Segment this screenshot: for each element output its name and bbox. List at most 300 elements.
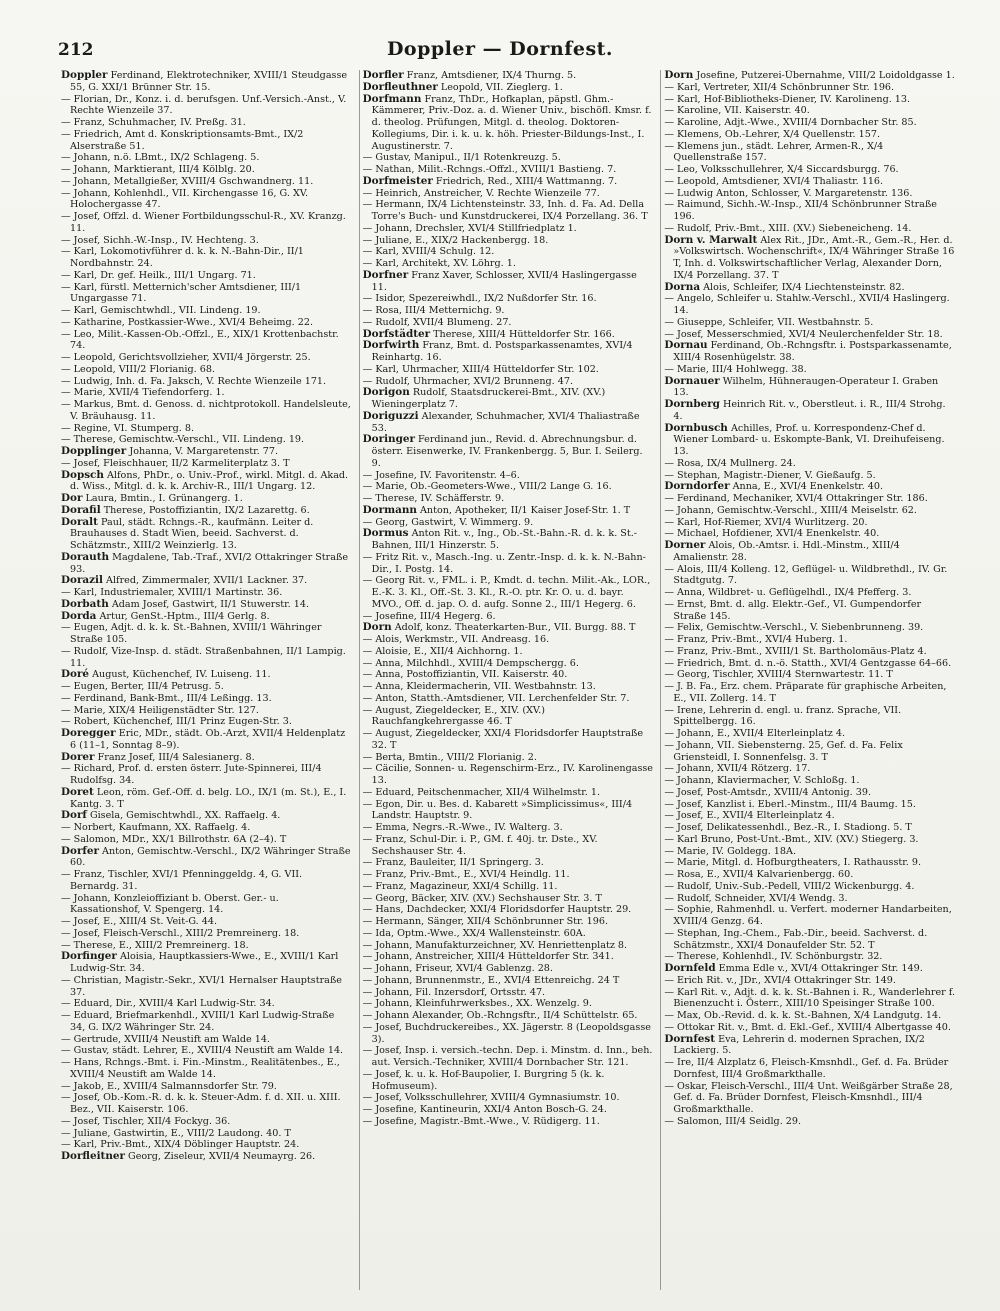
- directory-entry: [664, 129, 955, 141]
- entry-details: — Leopold, VIII/2 Florianig. 68.: [61, 363, 215, 375]
- directory-entry: [664, 599, 955, 623]
- entry-details: Leon, röm. Gef.-Off. d. belg. LO., IX/1 (m. St.), E., I. Kantg. 3. T: [70, 786, 347, 810]
- directory-entry: [61, 387, 352, 399]
- directory-entry: [363, 681, 654, 693]
- entry-details: — Johann, Kohlenhdl., VII. Kirchengasse 16, G. XV. Holochergasse 47.: [61, 187, 309, 211]
- directory-entry: [61, 1128, 352, 1140]
- directory-entry: [61, 235, 352, 247]
- directory-entry: [664, 1034, 955, 1058]
- entry-surname: Dorfinger: [61, 950, 117, 963]
- entry-details: — Alois, III/4 Kolleng. 12, Geflügel- u. Wildbrethdl., IV. Gr. Stadtgutg. 7.: [664, 563, 948, 587]
- entry-surname: Dorbath: [61, 597, 109, 610]
- directory-entry: [61, 517, 352, 552]
- directory-entry: [363, 799, 654, 823]
- directory-entry: [61, 575, 352, 587]
- directory-entry: [61, 493, 352, 505]
- entry-details: — Georg Rit. v., FML. i. P., Kmdt. d. techn. Milit.-Ak., LOR., E.-K. 3. Kl., Off.-St. 3. Kl., R.-O. ptr. Kr. O. u. d. bayr. MVO., Off. d. jap. O. d. aufg. Sonne 2., III/1 Hegerg. 6.: [362, 575, 651, 610]
- directory-entry: [61, 446, 352, 458]
- entry-surname: Dorfner: [362, 268, 409, 281]
- entry-details: — Ferdinand, Mechaniker, XVI/4 Ottakringer Str. 186.: [664, 493, 928, 504]
- directory-entry: [61, 423, 352, 435]
- entry-details: — Rosa, III/4 Metternichg. 9.: [362, 305, 505, 316]
- entry-details: — Karl, XVIII/4 Schulg. 12.: [362, 246, 495, 258]
- entry-details: — Johann, XVII/4 Rötzerg. 17.: [664, 763, 811, 775]
- entry-details: — Giuseppe, Schleifer, VII. Westbahnstr. 5.: [664, 316, 874, 328]
- entry-details: — Ida, Optm.-Wwe., XX/4 Wallensteinstr. 60A.: [362, 927, 586, 939]
- entry-details: — Therese, Kohlenhdl., IV. Schönburgstr. 32.: [664, 951, 883, 963]
- directory-entry: [363, 364, 654, 376]
- entry-details: Anton, Apotheker, II/1 Kaiser Josef-Str. 1. T: [420, 504, 631, 516]
- entry-surname: Dorf: [61, 809, 87, 822]
- directory-entry: [363, 305, 654, 317]
- directory-entry: [664, 199, 955, 223]
- entry-surname: Dorna: [664, 280, 701, 293]
- directory-entry: [61, 846, 352, 870]
- directory-entry: [363, 1045, 654, 1069]
- entry-details: — Franz, Magazineur, XXI/4 Schillg. 11.: [362, 880, 558, 892]
- entry-surname: Dorfer: [61, 844, 99, 857]
- directory-entry: [363, 763, 654, 787]
- entry-details: — Georg, Tischler, XVIII/4 Sternwartestr. 11. T: [664, 669, 893, 681]
- directory-entry: [363, 1116, 654, 1128]
- entry-surname: Dornfest: [664, 1032, 716, 1045]
- directory-entry: [664, 376, 955, 400]
- directory-entry: [61, 364, 352, 376]
- entry-details: — Egon, Dir. u. Bes. d. Kabarett »Simplicissimus«, III/4 Landstr. Hauptstr. 9.: [362, 798, 633, 822]
- directory-entry: [363, 411, 654, 435]
- directory-entry: [61, 611, 352, 623]
- directory-entry: [61, 975, 352, 999]
- entry-details: — Raimund, Sichh.-W.-Insp., XII/4 Schönbrunner Straße 196.: [664, 199, 937, 222]
- entry-details: — Friedrich, Amt d. Konskriptionsamts-Bmt., IX/2 Alserstraße 51.: [61, 128, 304, 152]
- entry-details: — Markus, Bmt. d. Genoss. d. nichtprotokoll. Handelsleute, V. Bräuhausg. 11.: [61, 399, 351, 422]
- directory-entry: [363, 434, 654, 469]
- directory-entry: [61, 1045, 352, 1057]
- entry-details: — Cäcilie, Sonnen- u. Regenschirm-Erz., IV. Karolinengasse 13.: [362, 763, 653, 786]
- entry-details: — Karl, Lokomotivführer d. k. k. N.-Bahn-Dir., II/1 Nordbahnstr. 24.: [61, 246, 304, 269]
- entry-details: — Josefine, Magistr.-Bmt.-Wwe., V. Rüdigerg. 11.: [362, 1115, 600, 1127]
- directory-entry: [664, 634, 955, 646]
- directory-entry: [363, 188, 654, 200]
- entry-details: — Heinrich, Anstreicher, V. Rechte Wienzeile 77.: [362, 187, 600, 199]
- entry-details: — Josefine, Kantineurin, XXI/4 Anton Bosch-G. 24.: [362, 1104, 607, 1115]
- entry-details: — Norbert, Kaufmann, XX. Raffaelg. 4.: [61, 822, 251, 833]
- entry-details: Franz Xaver, Schlosser, XVII/4 Haslingergasse 11.: [371, 269, 637, 293]
- directory-entry: [363, 693, 654, 705]
- entry-surname: Doralt: [61, 515, 98, 528]
- entry-details: — Marie, IV. Goldegg. 18A.: [664, 845, 796, 857]
- entry-details: Alfred, Zimmermaler, XVII/1 Lackner. 37.: [106, 575, 308, 587]
- entry-details: — Felix, Gemischtw.-Verschl., V. Siebenbrunneng. 39.: [664, 622, 924, 634]
- entry-details: — Eduard, Dir., XVIII/4 Karl Ludwig-Str. 34.: [61, 998, 275, 1010]
- entry-details: — Josef, Post-Amtsdr., XVIII/4 Antonig. 39.: [664, 786, 872, 798]
- directory-entry: [61, 470, 352, 494]
- entry-details: — Franz, Priv.-Bmt., XVI/4 Huberg. 1.: [664, 634, 848, 645]
- directory-entry: [664, 963, 955, 975]
- entry-details: — Johann, Manufakturzeichner, XV. Henriettenplatz 8.: [362, 939, 628, 951]
- directory-entry: [664, 681, 955, 705]
- entry-details: — Emma, Negrs.-R.-Wwe., IV. Walterg. 3.: [362, 822, 563, 833]
- entry-details: — Eduard, Briefmarkenhdl., XVIII/1 Karl Ludwig-Straße 34, G. IX/2 Währinger Str. 24.: [61, 1010, 335, 1033]
- directory-entry: [664, 188, 955, 200]
- entry-details: Georg, Ziseleur, XVII/4 Neumayrg. 26.: [128, 1151, 316, 1162]
- entry-details: — Marie, XVII/4 Tiefendorferg. 1.: [61, 387, 225, 399]
- directory-entry: [363, 1010, 654, 1022]
- entry-details: — Marie, III/4 Hohlwegg. 38.: [664, 363, 807, 375]
- entry-details: — Anna, Kleidermacherin, VII. Westbahnstr. 13.: [362, 681, 596, 692]
- entry-details: — Johann, Gemischtw.-Verschl., XIII/4 Meiselstr. 62.: [664, 504, 917, 516]
- directory-entry: [61, 1034, 352, 1046]
- entry-details: — Anton, Statth.-Amtsdiener, VII. Lerchenfelder Str. 7.: [362, 692, 630, 704]
- entry-details: — Therese, IV. Schäfferstr. 9.: [362, 493, 505, 504]
- entry-details: — Christian, Magistr.-Sekr., XVI/1 Hernalser Hauptstraße 37.: [61, 974, 342, 998]
- entry-surname: Doringer: [362, 433, 415, 446]
- entry-details: — Franz, Bauleiter, II/1 Springerg. 3.: [362, 857, 544, 869]
- directory-entry: [61, 810, 352, 822]
- entry-details: — Franz, Schuhmacher, IV. Preßg. 31.: [61, 117, 246, 128]
- directory-entry: [61, 834, 352, 846]
- entry-details: — Johann, Brunnenmstr., E., XVI/4 Ettenreichg. 24 T: [362, 974, 620, 986]
- directory-entry: [61, 282, 352, 306]
- running-title: Doppler — Dornfest.: [386, 38, 614, 60]
- directory-entry: [363, 340, 654, 364]
- directory-entry: [61, 305, 352, 317]
- directory-entry: [363, 611, 654, 623]
- page-number: 212: [58, 40, 94, 60]
- entry-details: — Irene, Lehrerin d. engl. u. franz. Sprache, VII. Spittelbergg. 16.: [664, 704, 902, 728]
- entry-details: — Juliane, Gastwirtin, E., VIII/2 Laudong. 40. T: [61, 1127, 291, 1139]
- directory-entry: [664, 1116, 955, 1128]
- entry-surname: Doregger: [61, 727, 116, 739]
- entry-details: — Johann, Friseur, XVI/4 Gablenzg. 28.: [362, 963, 553, 974]
- entry-surname: Dornbusch: [664, 421, 728, 434]
- entry-surname: Doriguzzi: [362, 409, 419, 422]
- directory-entry: [61, 951, 352, 975]
- directory-entry: [61, 246, 352, 270]
- entry-details: Heinrich Rit. v., Oberstleut. i. R., III/4 Strohg. 4.: [673, 399, 946, 422]
- entry-details: — Josef, Buchdruckereibes., XX. Jägerstr. 8 (Leopoldsgasse 3).: [362, 1021, 651, 1045]
- entry-details: — Karl, Priv.-Bmt., XIX/4 Döblinger Hauptstr. 24.: [61, 1139, 300, 1151]
- directory-entry: [61, 916, 352, 928]
- directory-entry: [61, 129, 352, 153]
- entry-details: Therese, Postoffiziantin, IX/2 Lazarettg. 6.: [103, 504, 310, 516]
- directory-entry: [664, 564, 955, 588]
- entry-details: — Leo, Volksschullehrer, X/4 Siccardsburgg. 76.: [664, 164, 899, 175]
- directory-entry: [61, 352, 352, 364]
- entry-details: Artur, GenSt.-Hptm., III/4 Gerlg. 8.: [99, 610, 270, 622]
- entry-details: — Johann Alexander, Ob.-Rchngsftr., II/4 Schüttelstr. 65.: [362, 1010, 638, 1021]
- directory-entry: [664, 705, 955, 729]
- entry-details: — Stephan, Ing.-Chem., Fab.-Dir., beeid. Sachverst. d. Schätzmstr., XXI/4 Donaufelder Str. 52. T: [664, 927, 928, 951]
- directory-entry: [61, 893, 352, 917]
- entry-details: — Karl, Industriemaler, XVIII/1 Martinstr. 36.: [61, 587, 283, 598]
- entry-details: Aloisia, Hauptkassiers-Wwe., E., XVIII/1 Karl Ludwig-Str. 34.: [70, 951, 339, 974]
- entry-details: — Oskar, Fleisch-Verschl., III/4 Unt. Weißgärber Straße 28, Gef. d. Fa. Brüder Dornfest, Fleisch-Kmsnhdl., III/4 Großmarkthalle.: [664, 1080, 953, 1115]
- directory-entry: [664, 881, 955, 893]
- entry-surname: Dormus: [362, 527, 409, 540]
- entry-details: — Johann, Kleinfuhrwerksbes., XX. Wenzelg. 9.: [362, 998, 592, 1010]
- entry-details: — Hans, Rchngs.-Bmt. i. Fin.-Minstm., Realitätenbes., E., XVIII/4 Neustift am Walde 14.: [61, 1057, 340, 1080]
- directory-entry: [664, 928, 955, 952]
- directory-entry: [363, 470, 654, 482]
- entry-details: Alfons, PhDr., o. Univ.-Prof., wirkl. Mitgl. d. Akad. d. Wiss., Mitgl. d. k. k. Archiv-R., III/1 Ungarg. 12.: [70, 469, 349, 493]
- directory-entry: [664, 810, 955, 822]
- directory-entry: [61, 1057, 352, 1081]
- directory-entry: [61, 998, 352, 1010]
- entry-details: Leopold, VII. Zieglerg. 1.: [440, 81, 563, 93]
- directory-entry: [363, 669, 654, 681]
- directory-entry: [664, 622, 955, 634]
- directory-entry: [61, 1010, 352, 1034]
- directory-entry: [61, 681, 352, 693]
- entry-surname: Doret: [61, 785, 94, 798]
- entry-details: — Anna, Postoffiziantin, VII. Kaiserstr. 40.: [362, 669, 568, 681]
- directory-entry: [61, 188, 352, 212]
- directory-entry: [664, 834, 955, 846]
- directory-entry: [61, 399, 352, 423]
- directory-entry: [61, 117, 352, 129]
- entry-details: — Johann, Klaviermacher, V. Schloßg. 1.: [664, 775, 860, 786]
- directory-entry: [61, 376, 352, 388]
- entry-details: — Leopold, Gerichtsvollzieher, XVII/4 Jörgerstr. 25.: [61, 352, 311, 363]
- directory-entry: [61, 1092, 352, 1116]
- entry-details: — Josef, Fleisch-Verschl., XIII/2 Premreinerg. 18.: [61, 927, 300, 939]
- entry-details: — Karl, Architekt, XV. Löhrg. 1.: [362, 258, 516, 269]
- entry-details: — Ferdinand, Bank-Bmt., III/4 Leßingg. 13.: [61, 692, 272, 704]
- directory-entry: [363, 1104, 654, 1116]
- directory-entry: [61, 552, 352, 576]
- directory-entry: [61, 928, 352, 940]
- entry-details: Therese, XIII/4 Hütteldorfer Str. 166.: [433, 328, 615, 340]
- entry-details: Ferdinand, Ob.-Rchngsftr. i. Postsparkassenamte, XIII/4 Rosenhügelstr. 38.: [673, 340, 952, 363]
- directory-entry: [363, 552, 654, 576]
- directory-entry: [664, 141, 955, 165]
- entry-surname: Dopplinger: [61, 445, 127, 457]
- directory-entry: [363, 963, 654, 975]
- entry-surname: Doppler: [61, 70, 108, 81]
- entry-surname: Dor: [61, 492, 83, 504]
- entry-details: — Ernst, Bmt. d. allg. Elektr.-Gef., VI. Gumpendorfer Straße 145.: [664, 598, 922, 622]
- entry-details: — Alois, Werkmstr., VII. Andreasg. 16.: [362, 634, 550, 645]
- directory-entry: [363, 752, 654, 764]
- entry-details: — Eduard, Peitschenmacher, XII/4 Wilhelmstr. 1.: [362, 786, 601, 798]
- entry-details: — Josef, Offzl. d. Wiener Fortbildungsschul-R., XV. Kranzg. 11.: [61, 211, 346, 234]
- entry-details: — Georg, Gastwirt, V. Wimmerg. 9.: [362, 516, 534, 528]
- entry-details: — Josef, Kanzlist i. Eberl.-Minstm., III/4 Baumg. 15.: [664, 798, 916, 810]
- directory-entry: [363, 176, 654, 188]
- entry-surname: Dornberg: [664, 398, 720, 410]
- directory-entry: [363, 646, 654, 658]
- entry-details: — Aloisie, E., XII/4 Aichhorng. 1.: [362, 645, 523, 657]
- directory-entry: [664, 481, 955, 493]
- directory-entry: [664, 458, 955, 470]
- directory-entry: [61, 705, 352, 717]
- entry-details: Ferdinand jun., Revid. d. Abrechnungsbur. d. österr. Eisenwerke, IV. Frankenbergg. 5, Bur. I. Seilerg. 9.: [371, 434, 643, 469]
- directory-entry: [363, 1092, 654, 1104]
- directory-entry: [363, 246, 654, 258]
- directory-entry: [363, 481, 654, 493]
- directory-entry: [61, 787, 352, 811]
- directory-entry: [664, 822, 955, 834]
- entry-details: — Karl, Vertreter, XII/4 Schönbrunner Str. 196.: [664, 81, 895, 93]
- entry-details: — Johann, Anstreicher, XIII/4 Hütteldorfer Str. 341.: [362, 951, 614, 963]
- entry-details: — Gustav, städt. Lehrer, E., XVIII/4 Neustift am Walde 14.: [61, 1045, 344, 1057]
- entry-details: — Johann, Drechsler, XVI/4 Stillfriedplatz 1.: [362, 222, 577, 234]
- directory-entry: [363, 787, 654, 799]
- directory-entry: [61, 752, 352, 764]
- directory-entry: [664, 587, 955, 599]
- entry-details: — Friedrich, Bmt. d. n.-ö. Statth., XVI/4 Gentzgasse 64–66.: [664, 657, 952, 669]
- directory-entry: [61, 270, 352, 282]
- directory-entry: [61, 176, 352, 188]
- entry-details: — Juliane, E., XIX/2 Hackenbergg. 18.: [362, 234, 549, 246]
- directory-entry: [664, 646, 955, 658]
- entry-surname: Dorer: [61, 750, 95, 763]
- entry-details: — Gustav, Manipul., II/1 Rotenkreuzg. 5.: [362, 152, 561, 164]
- directory-entry: [61, 211, 352, 235]
- entry-details: Wilhelm, Hühneraugen-Operateur I. Graben 13.: [673, 375, 939, 399]
- entry-details: — Anna, Wildbret- u. Geflügelhdl., IX/4 Pfefferg. 3.: [664, 587, 912, 598]
- entry-details: — Rudolf, Priv.-Bmt., XIII. (XV.) Siebeneicheng. 14.: [664, 222, 912, 234]
- entry-details: Laura, Bmtin., I. Grünangerg. 1.: [85, 493, 243, 504]
- directory-entry: [61, 669, 352, 681]
- directory-entry: [664, 904, 955, 928]
- directory-entry: [61, 869, 352, 893]
- entry-details: — Anna, Milchhdl., XVIII/4 Dempschergg. 6.: [362, 657, 579, 669]
- entry-surname: Dopsch: [61, 468, 104, 481]
- entry-details: — Josefine, III/4 Hegerg. 6.: [362, 610, 496, 622]
- directory-entry: [664, 399, 955, 423]
- entry-details: — August, Ziegeldecker, XXI/4 Floridsdorfer Hauptstraße 32. T: [362, 728, 644, 751]
- directory-entry: [363, 270, 654, 294]
- entry-details: — J. B. Fa., Erz. chem. Präparate für graphische Arbeiten, E., VII. Zollerg. 14. T: [664, 681, 947, 704]
- directory-entry: [363, 975, 654, 987]
- entry-details: Anton, Gemischtw.-Verschl., IX/2 Währinger Straße 60.: [70, 845, 351, 869]
- directory-entry: [363, 387, 654, 411]
- directory-entry: [61, 70, 352, 94]
- entry-details: — Josef, Fleischhauer, II/2 Karmeliterplatz 3. T: [61, 457, 290, 469]
- entry-details: — Ludwig, Inh. d. Fa. Jaksch, V. Rechte Wienzeile 171.: [61, 375, 327, 387]
- entry-details: August, Küchenchef, IV. Luiseng. 11.: [92, 669, 271, 681]
- entry-details: — Johann, VII. Siebensterng. 25, Gef. d. Fa. Felix Griensteidl, I. Sonnenfelsg. 3. T: [664, 739, 903, 763]
- directory-entry: [664, 1010, 955, 1022]
- entry-details: — Rudolf, Schneider, XVI/4 Wendg. 3.: [664, 892, 848, 904]
- entry-details: — Rudolf, XVII/4 Blumeng. 27.: [362, 316, 512, 328]
- entry-details: — Josef, Volksschullehrer, XVIII/4 Gymnasiumstr. 10.: [362, 1092, 620, 1104]
- entry-details: — Salomon, MDr., XX/1 Billrothstr. 6A (2–4). T: [61, 833, 287, 845]
- entry-details: Anton Rit. v., Ing., Ob.-St.-Bahn.-R. d. k. k. St.-Bahnen, III/1 Hinzerstr. 5.: [371, 528, 638, 551]
- entry-surname: Dorafil: [61, 503, 101, 516]
- directory-entry: [664, 70, 955, 82]
- entry-details: Alois, Schleifer, IX/4 Liechtensteinstr. 82.: [703, 281, 905, 293]
- directory-entry: [664, 1057, 955, 1081]
- entry-details: Eric, MDr., städt. Ob.-Arzt, XVII/4 Heldenplatz 6 (11–1, Sonntag 8–9).: [70, 728, 346, 751]
- directory-entry: [664, 846, 955, 858]
- entry-surname: Dornfeld: [664, 962, 716, 974]
- directory-entry: [61, 329, 352, 353]
- entry-details: — Johann, E., XVII/4 Elterleinplatz 4.: [664, 728, 846, 739]
- entry-details: — Karl Rit. v., Adjt. d. k. k. St.-Bahnen i. R., Wanderlehrer f. Bienenzucht i. Österr., XIII/10 Speisinger Straße 100.: [664, 986, 956, 1010]
- entry-details: — Eugen, Berter, III/4 Petrusg. 5.: [61, 681, 224, 692]
- directory-entry: [363, 705, 654, 729]
- entry-surname: Dorfstädter: [362, 327, 431, 340]
- entry-details: — Hermann, IX/4 Lichtensteinstr. 33, Inh. d. Fa. Ad. Della Torre's Buch- und Kunstdruckerei, IX/4 Porzellang. 36. T: [362, 199, 648, 222]
- entry-details: — Therese, Gemischtw.-Verschl., VII. Lindeng. 19.: [61, 434, 305, 446]
- directory-entry: [363, 940, 654, 952]
- entry-details: — Hans, Dachdecker, XXI/4 Floridsdorfer Hauptstr. 29.: [362, 904, 632, 916]
- directory-entry: [363, 1069, 654, 1093]
- entry-details: Adolf, konz. Theaterkarten-Bur., VII. Burgg. 88. T: [394, 622, 636, 634]
- entry-details: — Johann, Konzleioffiziant b. Oberst. Ger.- u. Kassationshof, V. Spengerg. 14.: [61, 892, 279, 916]
- directory-entry: [664, 317, 955, 329]
- entry-details: Eva, Lehrerin d. modernen Sprachen, IX/2 Lackierg. 5.: [673, 1033, 925, 1057]
- directory-entry: [664, 493, 955, 505]
- directory-entry: [363, 528, 654, 552]
- entry-surname: Dorfwirth: [362, 339, 420, 352]
- entry-details: — Leopold, Amtsdiener, XVI/4 Thaliastr. 116.: [664, 175, 884, 187]
- entry-details: Josefine, Putzerei-Übernahme, VIII/2 Loidoldgasse 1.: [696, 70, 955, 81]
- entry-details: Adam Josef, Gastwirt, II/1 Stuwerstr. 14.: [111, 598, 310, 610]
- entry-details: Johanna, V. Margaretenstr. 77.: [129, 446, 279, 457]
- entry-details: — Erich Rit. v., JDr., XVI/4 Ottakringer Str. 149.: [664, 974, 896, 986]
- directory-entry: [363, 235, 654, 247]
- directory-entry: [61, 1116, 352, 1128]
- directory-entry: [664, 728, 955, 740]
- entry-details: — Rudolf, Univ.-Sub.-Pedell, VIII/2 Wickenburgg. 4.: [664, 880, 915, 892]
- entry-surname: Dorauth: [61, 550, 110, 563]
- directory-entry: [664, 775, 955, 787]
- entry-details: Alois, Ob.-Amtsr. i. Hdl.-Minstm., XIII/4 Amalienstr. 28.: [673, 540, 900, 563]
- entry-details: — Sophie, Rahmenhdl. u. Verfert. moderner Handarbeiten, XVIII/4 Genzg. 64.: [664, 904, 952, 927]
- entry-details: — Rudolf, Uhrmacher, XVI/2 Brunneng. 47.: [362, 375, 573, 387]
- entry-surname: Dorndorfer: [664, 480, 730, 493]
- entry-details: — Robert, Küchenchef, III/1 Prinz Eugen-Str. 3.: [61, 716, 292, 728]
- entry-details: — Ottokar Rit. v., Bmt. d. Ekl.-Gef., XVIII/4 Albertgasse 40.: [664, 1021, 951, 1033]
- entry-details: — Karl, fürstl. Metternich'scher Amtsdiener, III/1 Ungargasse 71.: [61, 281, 302, 305]
- entry-details: Gisela, Gemischtwhdl., XX. Raffaelg. 4.: [89, 810, 281, 822]
- entry-details: — Richard, Prof. d. ersten österr. Jute-Spinnerei, III/4 Rudolfsg. 34.: [61, 763, 322, 786]
- entry-details: — Karl, Gemischtwhdl., VII. Lindeng. 19.: [61, 305, 261, 316]
- directory-entry: [363, 728, 654, 752]
- directory-entry: [664, 799, 955, 811]
- directory-entry: [61, 646, 352, 670]
- entry-surname: Dorner: [664, 539, 706, 551]
- directory-entry: [363, 857, 654, 869]
- directory-entry: [664, 893, 955, 905]
- entry-surname: Dornauer: [664, 374, 720, 387]
- directory-entry: [664, 293, 955, 317]
- entry-surname: Dorda: [61, 609, 97, 622]
- entry-details: — Ludwig Anton, Schlosser, V. Margaretenstr. 136.: [664, 187, 913, 199]
- directory-entry: [664, 117, 955, 129]
- entry-details: Magdalene, Tab.-Traf., XVI/2 Ottakringer Straße 93.: [70, 551, 349, 575]
- entry-details: — Florian, Dr., Konz. i. d. berufsgen. Unf.-Versich.-Anst., V. Rechte Wienzeile 37.: [61, 93, 347, 117]
- entry-details: — Rosa, E., XVII/4 Kalvarienbergg. 60.: [664, 869, 854, 880]
- directory-entry: [664, 517, 955, 529]
- directory-entry: [363, 928, 654, 940]
- entry-details: — Josef, E., XIII/4 St. Veit-G. 44.: [61, 916, 218, 927]
- entry-details: — Klemens, Ob.-Lehrer, X/4 Quellenstr. 157.: [664, 128, 880, 140]
- directory-entry: [363, 622, 654, 634]
- directory-entry: [61, 763, 352, 787]
- entry-details: — Marie, Ob.-Geometers-Wwe., VIII/2 Lange G. 16.: [362, 481, 612, 493]
- directory-entry: [61, 152, 352, 164]
- directory-entry: [363, 293, 654, 305]
- entry-details: Alexander, Schuhmacher, XVI/4 Thaliastraße 53.: [371, 410, 640, 434]
- directory-entry: [664, 669, 955, 681]
- entry-details: — Josef, Sichh.-W.-Insp., IV. Hechteng. 3.: [61, 234, 259, 246]
- entry-details: — Katharine, Postkassier-Wwe., XVI/4 Beheimg. 22.: [61, 316, 314, 328]
